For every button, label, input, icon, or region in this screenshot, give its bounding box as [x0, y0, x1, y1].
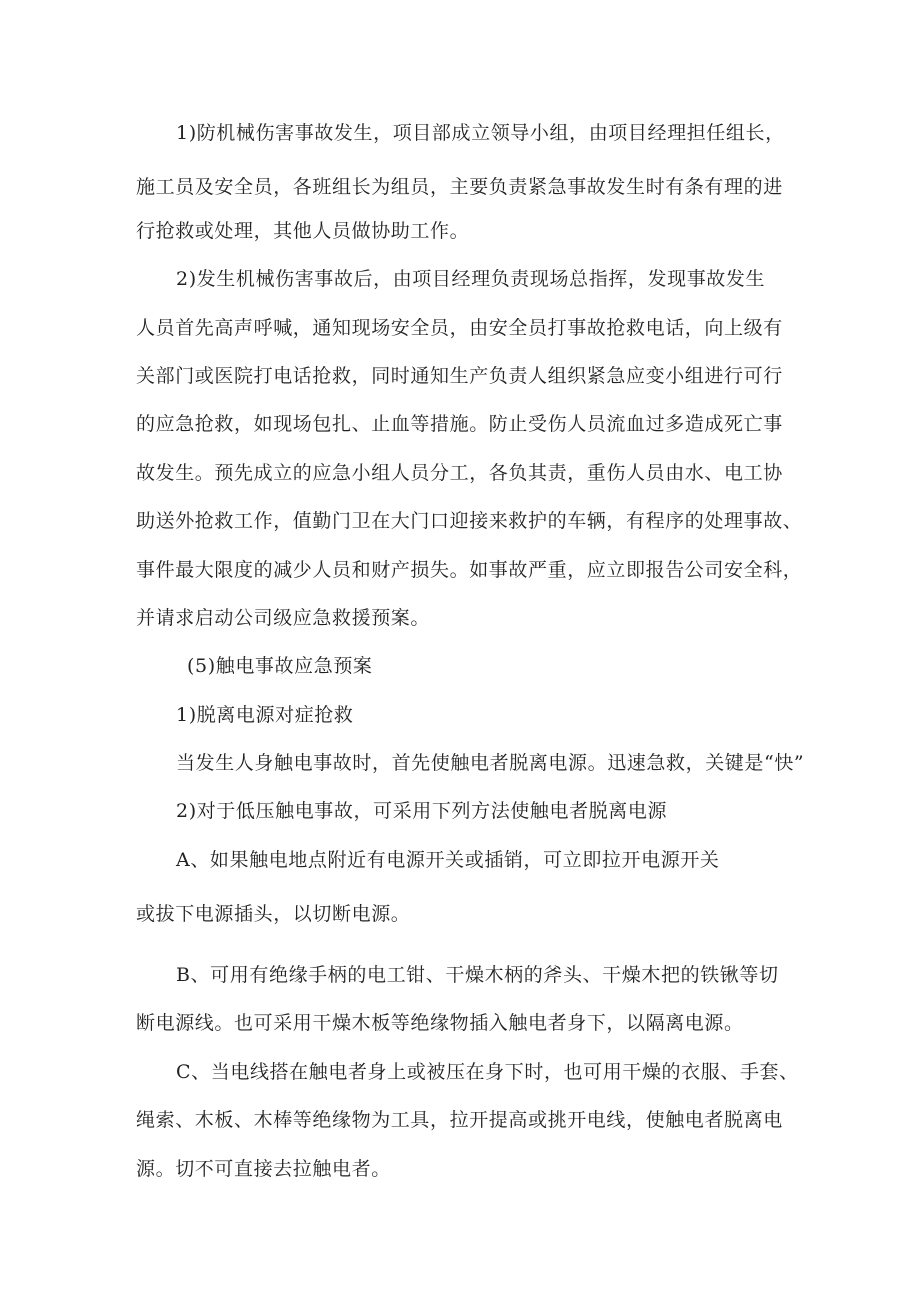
text-line: 当发生人身触电事故时，首先使触电者脱离电源。迅速急救，关键是“快”: [176, 752, 805, 774]
text-line: 故发生。预先成立的应急小组人员分工，各负其责，重伤人员由水、电工协: [136, 462, 783, 484]
text-line: 关部门或医院打电话抢救，同时通知生产负责人组织紧急应变小组进行可行: [136, 365, 783, 387]
text-line: 断电源线。也可采用干燥木板等绝缘物插入触电者身下，以隔离电源。: [136, 1012, 744, 1034]
text-line: 人员首先高声呼喊，通知现场安全员，由安全员打事故抢救电话，向上级有: [136, 317, 783, 339]
text-line: 源。切不可直接去拉触电者。: [136, 1158, 391, 1180]
section-heading: (5)触电事故应急预案: [187, 655, 373, 677]
text-line: 的应急抢救，如现场包扎、止血等措施。防止受伤人员流血过多造成死亡事: [136, 413, 783, 435]
text-line: 事件最大限度的减少人员和财产损失。如事故严重，应立即报告公司安全科，: [136, 559, 803, 581]
text-line: 并请求启动公司级应急救援预案。: [136, 607, 431, 629]
text-line: 或拔下电源插头，以切断电源。: [136, 903, 411, 925]
text-line: 施工员及安全员，各班组长为组员，主要负责紧急事故发生时有条有理的进: [136, 176, 783, 198]
subsection-heading: 1)脱离电源对症抢救: [176, 704, 354, 726]
text-line: A、如果触电地点附近有电源开关或插销，可立即拉开电源开关: [176, 849, 720, 871]
text-line: B、可用有绝缘手柄的电工钳、干燥木柄的斧头、干燥木把的铁锹等切: [176, 964, 779, 986]
text-line: C、当电线搭在触电者身上或被压在身下时，也可用干燥的衣服、手套、: [176, 1061, 799, 1083]
text-line: 助送外抢救工作，值勤门卫在大门口迎接来救护的车辆，有程序的处理事故、: [136, 510, 803, 532]
text-line: 绳索、木板、木棒等绝缘物为工具，拉开提高或挑开电线，使触电者脱离电: [136, 1109, 783, 1131]
text-line: 2)对于低压触电事故，可采用下列方法使触电者脱离电源: [176, 800, 668, 822]
text-line: 行抢救或处理，其他人员做协助工作。: [136, 220, 470, 242]
text-line: 2)发生机械伤害事故后，由项目经理负责现场总指挥，发现事故发生: [176, 268, 766, 290]
text-line: 1)防机械伤害事故发生，项目部成立领导小组，由项目经理担任组长，: [176, 122, 785, 144]
